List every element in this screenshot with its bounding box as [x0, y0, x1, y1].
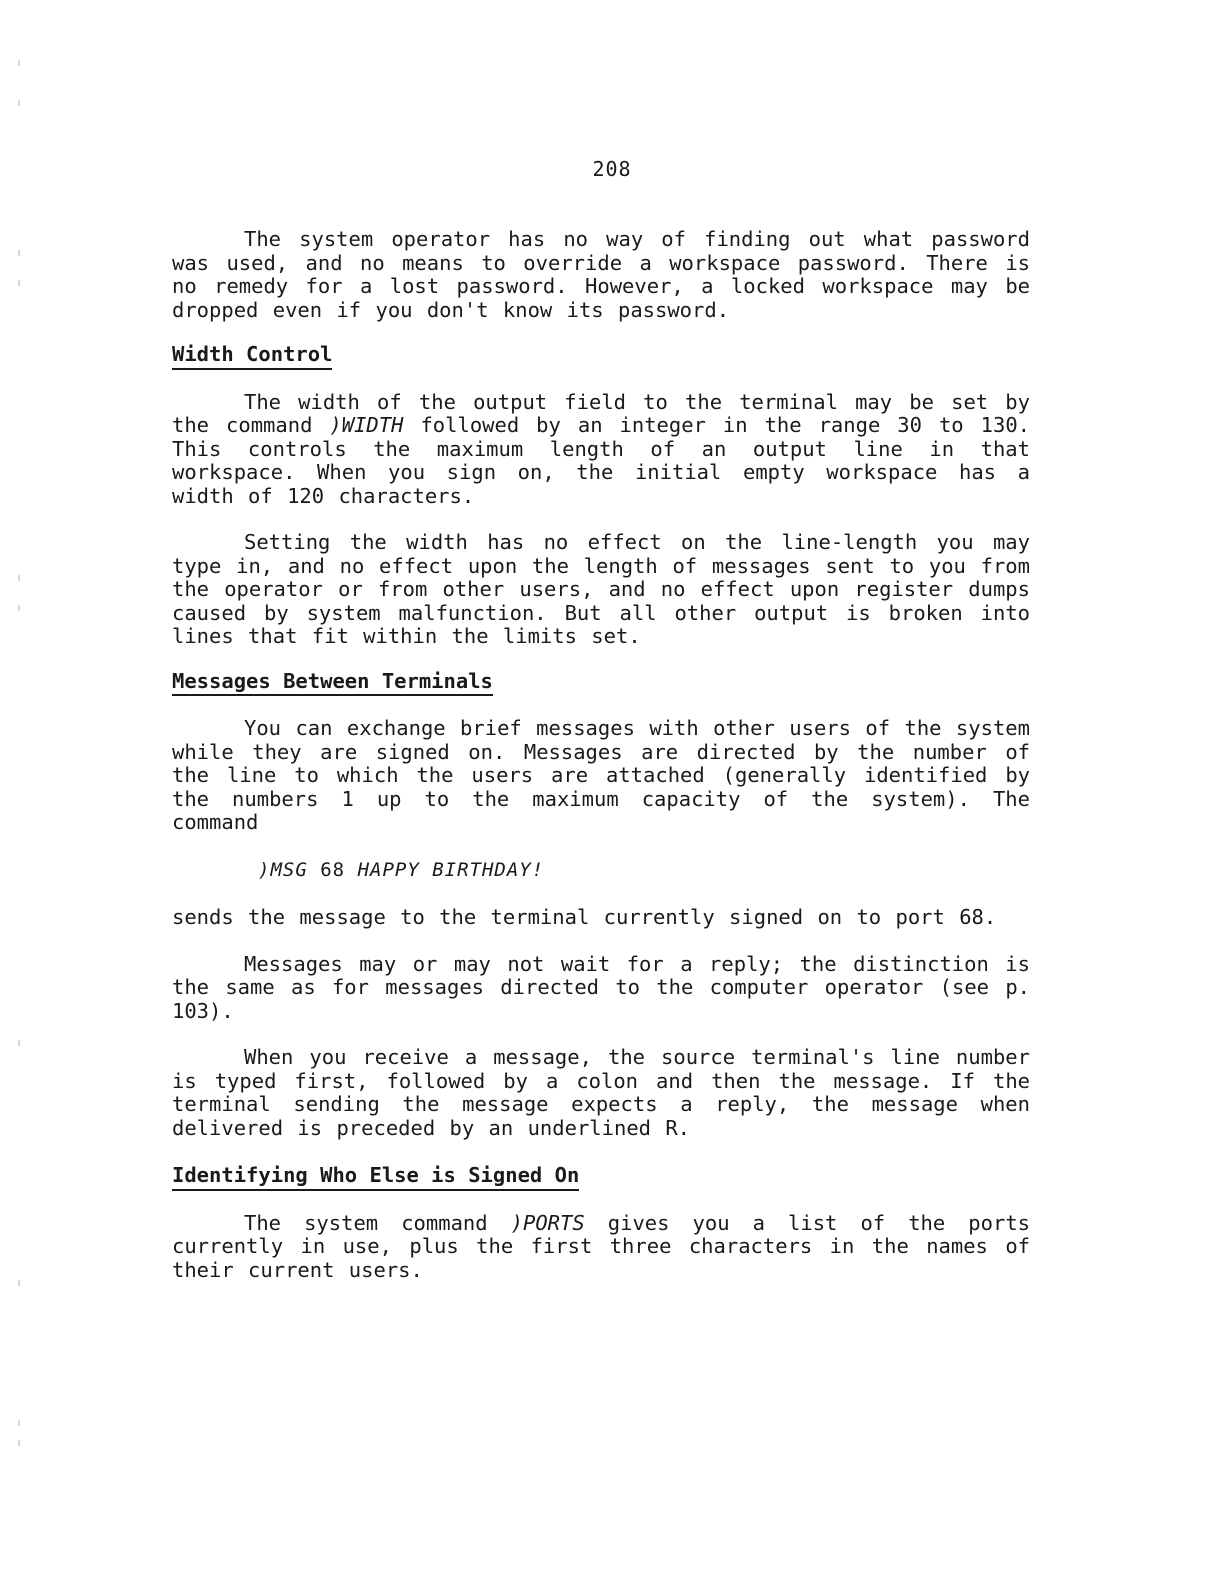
messages-paragraph-4: When you receive a message, the source terminal's line number is typed first, followed by a colon and then the message. If the terminal sending the message expects a reply, the message when delivered is preceded by an underlined R.	[172, 1045, 1030, 1140]
scan-margin-marks	[18, 0, 24, 1584]
width-control-paragraph-1	[172, 391, 1030, 509]
identifying-heading-text: Identifying Who Else is Signed On	[172, 1164, 579, 1191]
msg-text: HAPPY BIRTHDAY!	[357, 858, 545, 881]
messages-paragraph-3: Messages may or may not wait for a reply; the distinction is the same as for messages directed to the computer operator (see p. 103).	[172, 951, 1030, 1023]
intro-paragraph: The system operator has no way of finding out what password was used, and no means to override a workspace password. There is no remedy for a lost password. However, a locked workspace may be dropped even if you don't know its password.	[172, 227, 1030, 322]
width-control-paragraph-2: Setting the width has no effect on the line-length you may type in, and no effect upon the length of messages sent to you from the operator or from other users, and no effect upon register dumps caused by system malfunction. But all other output is broken into lines that fit within the limits set.	[172, 530, 1030, 648]
messages-paragraph-2: sends the message to the terminal currently signed on to port 68.	[172, 905, 997, 929]
width-control-heading-text: Width Control	[172, 343, 332, 370]
width-control-heading	[172, 343, 1030, 370]
msg-command: )MSG	[258, 858, 308, 881]
width-text-a: The width of the output field to the terminal may be set by the command	[172, 389, 1030, 437]
width-command: )WIDTH	[329, 413, 404, 437]
messages-paragraph-1: You can exchange brief messages with other users of the system while they are signed on. Messages are directed by the number of the line to which the users are attached (generally identified by the numbers 1 up to the maximum capacity of the system). The command	[172, 716, 1030, 834]
ports-command: )PORTS	[510, 1210, 585, 1235]
ports-text-b: gives you a list of the ports currently in use, plus the first three characters in the names of their current users.	[172, 1210, 1031, 1282]
width-text-b: followed by an integer in the range 30 to 130. This controls the maximum length of an output line in that workspace. When you sign on, the initial empty workspace has a width of 120 characters.	[172, 413, 1031, 508]
msg-port-number: 68	[320, 858, 346, 881]
body-text	[172, 228, 1030, 1282]
identifying-heading	[172, 1164, 1030, 1191]
identifying-paragraph	[172, 1212, 1030, 1283]
ports-text-a: The system command	[244, 1210, 511, 1235]
messages-heading	[172, 670, 1030, 697]
page-number: 208	[592, 157, 632, 181]
messages-heading-text: Messages Between Terminals	[172, 670, 493, 697]
msg-example-command	[172, 859, 1030, 883]
